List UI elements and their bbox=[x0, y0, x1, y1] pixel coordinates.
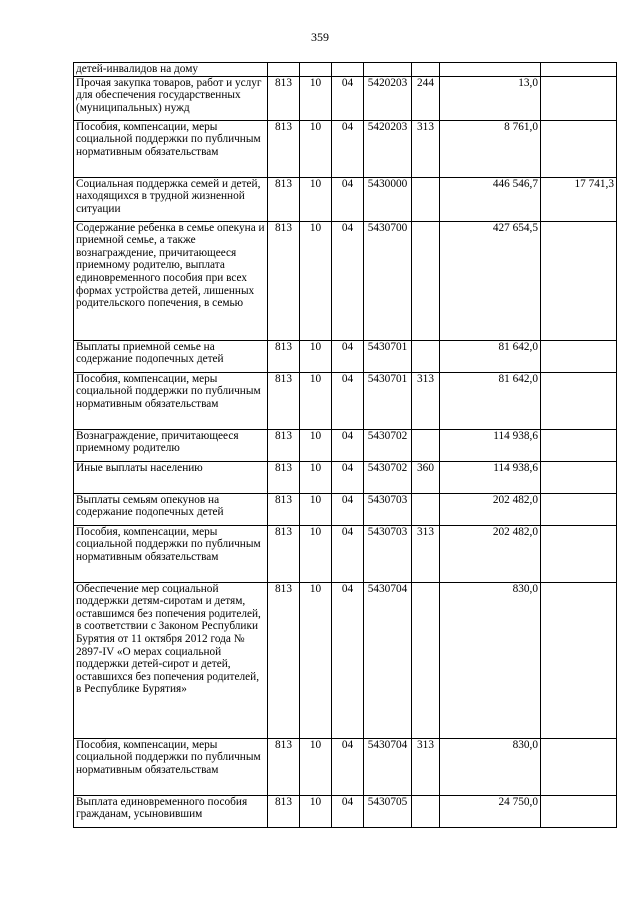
cell-subsection-code: 04 bbox=[332, 120, 364, 177]
table-row bbox=[74, 76, 617, 120]
table-row bbox=[74, 372, 617, 429]
cell-item-name: Социальная поддержка семей и детей, находящихся в трудной жизненной ситуации bbox=[74, 177, 268, 221]
cell-ministry-code: 813 bbox=[268, 525, 300, 582]
cell-section-code: 10 bbox=[300, 120, 332, 177]
cell-target-article: 5420203 bbox=[364, 120, 412, 177]
cell-target-article: 5430703 bbox=[364, 493, 412, 525]
cell-subsection-code: 04 bbox=[332, 372, 364, 429]
cell-amount: 81 642,0 bbox=[440, 340, 541, 372]
cell-target-article: 5420203 bbox=[364, 76, 412, 120]
cell-ministry-code: 813 bbox=[268, 429, 300, 461]
cell-amount: 13,0 bbox=[440, 76, 541, 120]
table-row bbox=[74, 795, 617, 827]
cell-item-name: детей-инвалидов на дому bbox=[74, 63, 268, 77]
cell-expense-type: 313 bbox=[412, 525, 440, 582]
cell-ministry-code bbox=[268, 63, 300, 77]
cell-amount-subventions bbox=[541, 76, 617, 120]
cell-amount: 202 482,0 bbox=[440, 525, 541, 582]
cell-expense-type bbox=[412, 63, 440, 77]
cell-amount: 8 761,0 bbox=[440, 120, 541, 177]
cell-amount-subventions bbox=[541, 372, 617, 429]
cell-ministry-code: 813 bbox=[268, 738, 300, 795]
table-row bbox=[74, 525, 617, 582]
cell-item-name: Выплата единовременного пособия гражданам, усыновившим bbox=[74, 795, 268, 827]
cell-amount: 427 654,5 bbox=[440, 221, 541, 340]
cell-amount-subventions bbox=[541, 63, 617, 77]
table-body bbox=[74, 63, 617, 828]
cell-section-code: 10 bbox=[300, 493, 332, 525]
cell-amount: 830,0 bbox=[440, 738, 541, 795]
cell-subsection-code: 04 bbox=[332, 525, 364, 582]
cell-section-code: 10 bbox=[300, 525, 332, 582]
cell-ministry-code: 813 bbox=[268, 795, 300, 827]
cell-section-code: 10 bbox=[300, 340, 332, 372]
cell-subsection-code bbox=[332, 63, 364, 77]
cell-amount: 114 938,6 bbox=[440, 461, 541, 493]
cell-item-name: Выплаты семьям опекунов на содержание подопечных детей bbox=[74, 493, 268, 525]
cell-amount-subventions: 17 741,3 bbox=[541, 177, 617, 221]
table-row bbox=[74, 429, 617, 461]
table-row bbox=[74, 221, 617, 340]
cell-target-article: 5430700 bbox=[364, 221, 412, 340]
cell-expense-type bbox=[412, 221, 440, 340]
cell-section-code: 10 bbox=[300, 738, 332, 795]
table-row bbox=[74, 63, 617, 77]
budget-table bbox=[73, 62, 617, 828]
cell-amount: 114 938,6 bbox=[440, 429, 541, 461]
cell-amount-subventions bbox=[541, 120, 617, 177]
cell-expense-type: 313 bbox=[412, 738, 440, 795]
table-row bbox=[74, 177, 617, 221]
cell-amount: 202 482,0 bbox=[440, 493, 541, 525]
cell-subsection-code: 04 bbox=[332, 493, 364, 525]
cell-amount-subventions bbox=[541, 493, 617, 525]
cell-amount-subventions bbox=[541, 429, 617, 461]
cell-subsection-code: 04 bbox=[332, 795, 364, 827]
cell-ministry-code: 813 bbox=[268, 340, 300, 372]
cell-item-name: Пособия, компенсации, меры социальной поддержки по публичным нормативным обязательствам bbox=[74, 120, 268, 177]
cell-target-article bbox=[364, 63, 412, 77]
cell-target-article: 5430702 bbox=[364, 429, 412, 461]
cell-section-code: 10 bbox=[300, 795, 332, 827]
cell-item-name: Обеспечение мер социальной поддержки детям-сиротам и детям, оставшимся без попечения родителей, в соответствии с Законом Республики Бурятия от 11 октября 2012 года № 2897-IV «О мерах социальной поддержки детей-сирот и детей, оставшихся без попечения родителей, в Республике Бурятия» bbox=[74, 582, 268, 738]
table-row bbox=[74, 493, 617, 525]
cell-expense-type: 360 bbox=[412, 461, 440, 493]
cell-target-article: 5430701 bbox=[364, 340, 412, 372]
cell-amount: 24 750,0 bbox=[440, 795, 541, 827]
cell-subsection-code: 04 bbox=[332, 738, 364, 795]
cell-expense-type bbox=[412, 340, 440, 372]
cell-amount-subventions bbox=[541, 340, 617, 372]
cell-section-code: 10 bbox=[300, 372, 332, 429]
cell-amount-subventions bbox=[541, 461, 617, 493]
cell-section-code: 10 bbox=[300, 582, 332, 738]
cell-expense-type bbox=[412, 795, 440, 827]
cell-ministry-code: 813 bbox=[268, 372, 300, 429]
cell-item-name: Выплаты приемной семье на содержание подопечных детей bbox=[74, 340, 268, 372]
cell-section-code: 10 bbox=[300, 76, 332, 120]
cell-amount-subventions bbox=[541, 582, 617, 738]
cell-item-name: Иные выплаты населению bbox=[74, 461, 268, 493]
cell-subsection-code: 04 bbox=[332, 429, 364, 461]
cell-expense-type bbox=[412, 582, 440, 738]
cell-ministry-code: 813 bbox=[268, 177, 300, 221]
cell-amount: 830,0 bbox=[440, 582, 541, 738]
cell-target-article: 5430703 bbox=[364, 525, 412, 582]
cell-target-article: 5430704 bbox=[364, 582, 412, 738]
cell-ministry-code: 813 bbox=[268, 582, 300, 738]
cell-amount: 446 546,7 bbox=[440, 177, 541, 221]
cell-amount-subventions bbox=[541, 795, 617, 827]
table-row bbox=[74, 120, 617, 177]
cell-expense-type: 244 bbox=[412, 76, 440, 120]
cell-amount-subventions bbox=[541, 221, 617, 340]
cell-ministry-code: 813 bbox=[268, 76, 300, 120]
cell-subsection-code: 04 bbox=[332, 221, 364, 340]
table-row bbox=[74, 461, 617, 493]
cell-section-code: 10 bbox=[300, 177, 332, 221]
cell-target-article: 5430704 bbox=[364, 738, 412, 795]
cell-ministry-code: 813 bbox=[268, 221, 300, 340]
cell-amount-subventions bbox=[541, 738, 617, 795]
cell-expense-type: 313 bbox=[412, 372, 440, 429]
cell-amount-subventions bbox=[541, 525, 617, 582]
cell-item-name: Пособия, компенсации, меры социальной поддержки по публичным нормативным обязательствам bbox=[74, 372, 268, 429]
cell-subsection-code: 04 bbox=[332, 340, 364, 372]
cell-amount: 81 642,0 bbox=[440, 372, 541, 429]
cell-target-article: 5430702 bbox=[364, 461, 412, 493]
cell-item-name: Вознаграждение, причитающееся приемному родителю bbox=[74, 429, 268, 461]
page-number: 359 bbox=[311, 30, 329, 44]
table-row bbox=[74, 738, 617, 795]
table-row bbox=[74, 582, 617, 738]
cell-section-code: 10 bbox=[300, 221, 332, 340]
cell-expense-type bbox=[412, 177, 440, 221]
cell-ministry-code: 813 bbox=[268, 493, 300, 525]
cell-amount bbox=[440, 63, 541, 77]
cell-item-name: Прочая закупка товаров, работ и услуг для обеспечения государственных (муниципальных) нужд bbox=[74, 76, 268, 120]
cell-target-article: 5430000 bbox=[364, 177, 412, 221]
cell-item-name: Пособия, компенсации, меры социальной поддержки по публичным нормативным обязательствам bbox=[74, 525, 268, 582]
cell-section-code bbox=[300, 63, 332, 77]
cell-expense-type bbox=[412, 429, 440, 461]
cell-expense-type: 313 bbox=[412, 120, 440, 177]
cell-expense-type bbox=[412, 493, 440, 525]
cell-item-name: Содержание ребенка в семье опекуна и приемной семье, а также вознаграждение, причитающееся приемному родителю, выплата единовременного пособия при всех формах устройства детей, лишенных родительского попечения, в семью bbox=[74, 221, 268, 340]
cell-target-article: 5430705 bbox=[364, 795, 412, 827]
table-row bbox=[74, 340, 617, 372]
cell-subsection-code: 04 bbox=[332, 177, 364, 221]
cell-subsection-code: 04 bbox=[332, 76, 364, 120]
cell-section-code: 10 bbox=[300, 429, 332, 461]
cell-target-article: 5430701 bbox=[364, 372, 412, 429]
cell-ministry-code: 813 bbox=[268, 461, 300, 493]
cell-subsection-code: 04 bbox=[332, 461, 364, 493]
cell-subsection-code: 04 bbox=[332, 582, 364, 738]
cell-item-name: Пособия, компенсации, меры социальной поддержки по публичным нормативным обязательствам bbox=[74, 738, 268, 795]
cell-section-code: 10 bbox=[300, 461, 332, 493]
cell-ministry-code: 813 bbox=[268, 120, 300, 177]
